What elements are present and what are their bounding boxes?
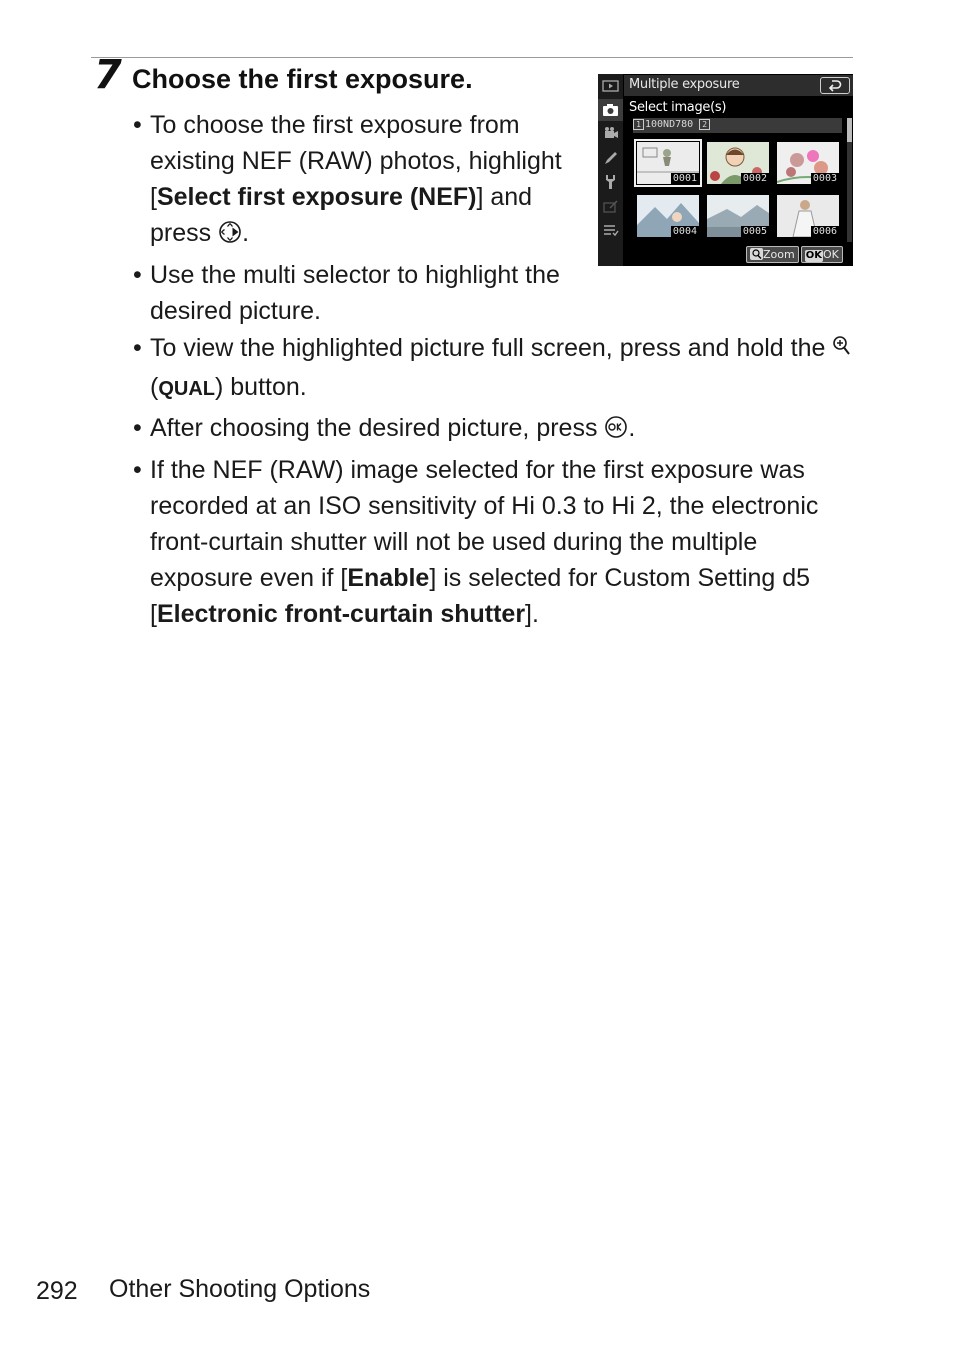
movie-shooting-menu-icon[interactable] [602, 126, 619, 142]
back-button[interactable] [820, 77, 850, 94]
bullet-full-screen: • To view the highlighted picture full screen, press and hold the (QUAL) button. [133, 330, 858, 407]
thumbnail-0005[interactable]: 0005 [707, 195, 769, 237]
card-slot-1-icon: 1 [633, 119, 644, 130]
folder-bar [633, 118, 842, 133]
back-arrow-icon [828, 79, 842, 92]
bullet-choose-first-exposure: • To choose the first exposure from existing NEF (RAW) photos, highlight [Select first exposure (NEF)] and press . [133, 107, 573, 254]
section-title: Other Shooting Options [109, 1275, 371, 1303]
bullet-after-choosing: • After choosing the desired picture, press . [133, 410, 858, 449]
my-menu-icon[interactable] [602, 222, 619, 238]
camera-menu-screenshot [598, 74, 853, 266]
card-slot-2-icon: 2 [699, 119, 710, 130]
thumbnail-0003[interactable]: 0003 [777, 142, 839, 184]
ok-key-icon: OK [805, 250, 822, 261]
thumbnail-0002[interactable]: 0002 [707, 142, 769, 184]
folder-name: 100ND780 [645, 119, 694, 130]
bullet-list-top [133, 107, 573, 332]
screen-header [624, 75, 853, 96]
bullet-iso-note: • If the NEF (RAW) image selected for the first exposure was recorded at an ISO sensitivity of Hi 0.3 to Hi 2, the electronic front-curtain shutter will not be used during the multiple exposure even if [Enable] is selected for Custom Setting d5 [Electronic front-curtain shutter]. [133, 452, 858, 632]
setup-menu-icon[interactable] [602, 174, 619, 190]
electronic-shutter-label: Electronic front-curtain shutter [156, 600, 526, 628]
qual-button-label: QUAL [158, 378, 215, 400]
enable-label: Enable [347, 564, 430, 592]
screen-subheader [624, 98, 853, 118]
thumbnail-0001[interactable]: 0001 [637, 142, 699, 184]
page-number: 292 [36, 1277, 78, 1305]
step-number: 7 [94, 52, 122, 98]
screen-subtitle: Select image(s) [629, 100, 727, 115]
zoom-in-icon [832, 333, 850, 369]
retouch-menu-icon[interactable] [602, 198, 619, 214]
menu-tab-sidebar [598, 74, 623, 266]
ok-button-icon [604, 413, 628, 449]
thumbnail-0006[interactable]: 0006 [777, 195, 839, 237]
screen-footer [744, 246, 843, 263]
top-rule [91, 57, 853, 58]
step-title: Choose the first exposure. [132, 64, 473, 94]
zoom-icon [750, 248, 763, 260]
scrollbar[interactable] [847, 118, 852, 242]
custom-settings-menu-icon[interactable] [602, 150, 619, 166]
scrollbar-thumb[interactable] [847, 118, 852, 142]
playback-menu-icon[interactable] [602, 78, 619, 94]
thumbnail-0004[interactable]: 0004 [637, 195, 699, 237]
multi-selector-right-icon [218, 218, 242, 254]
photo-shooting-menu-icon[interactable] [602, 102, 619, 118]
zoom-button[interactable]: Zoom [746, 246, 799, 263]
select-first-exposure-label: Select first exposure (NEF) [156, 183, 477, 211]
bullet-multi-selector: • Use the multi selector to highlight the desired picture. [133, 257, 573, 329]
screen-header-title: Multiple exposure [629, 77, 740, 92]
ok-button[interactable]: OKOK [801, 246, 843, 263]
bullet-list-bottom [133, 330, 858, 635]
